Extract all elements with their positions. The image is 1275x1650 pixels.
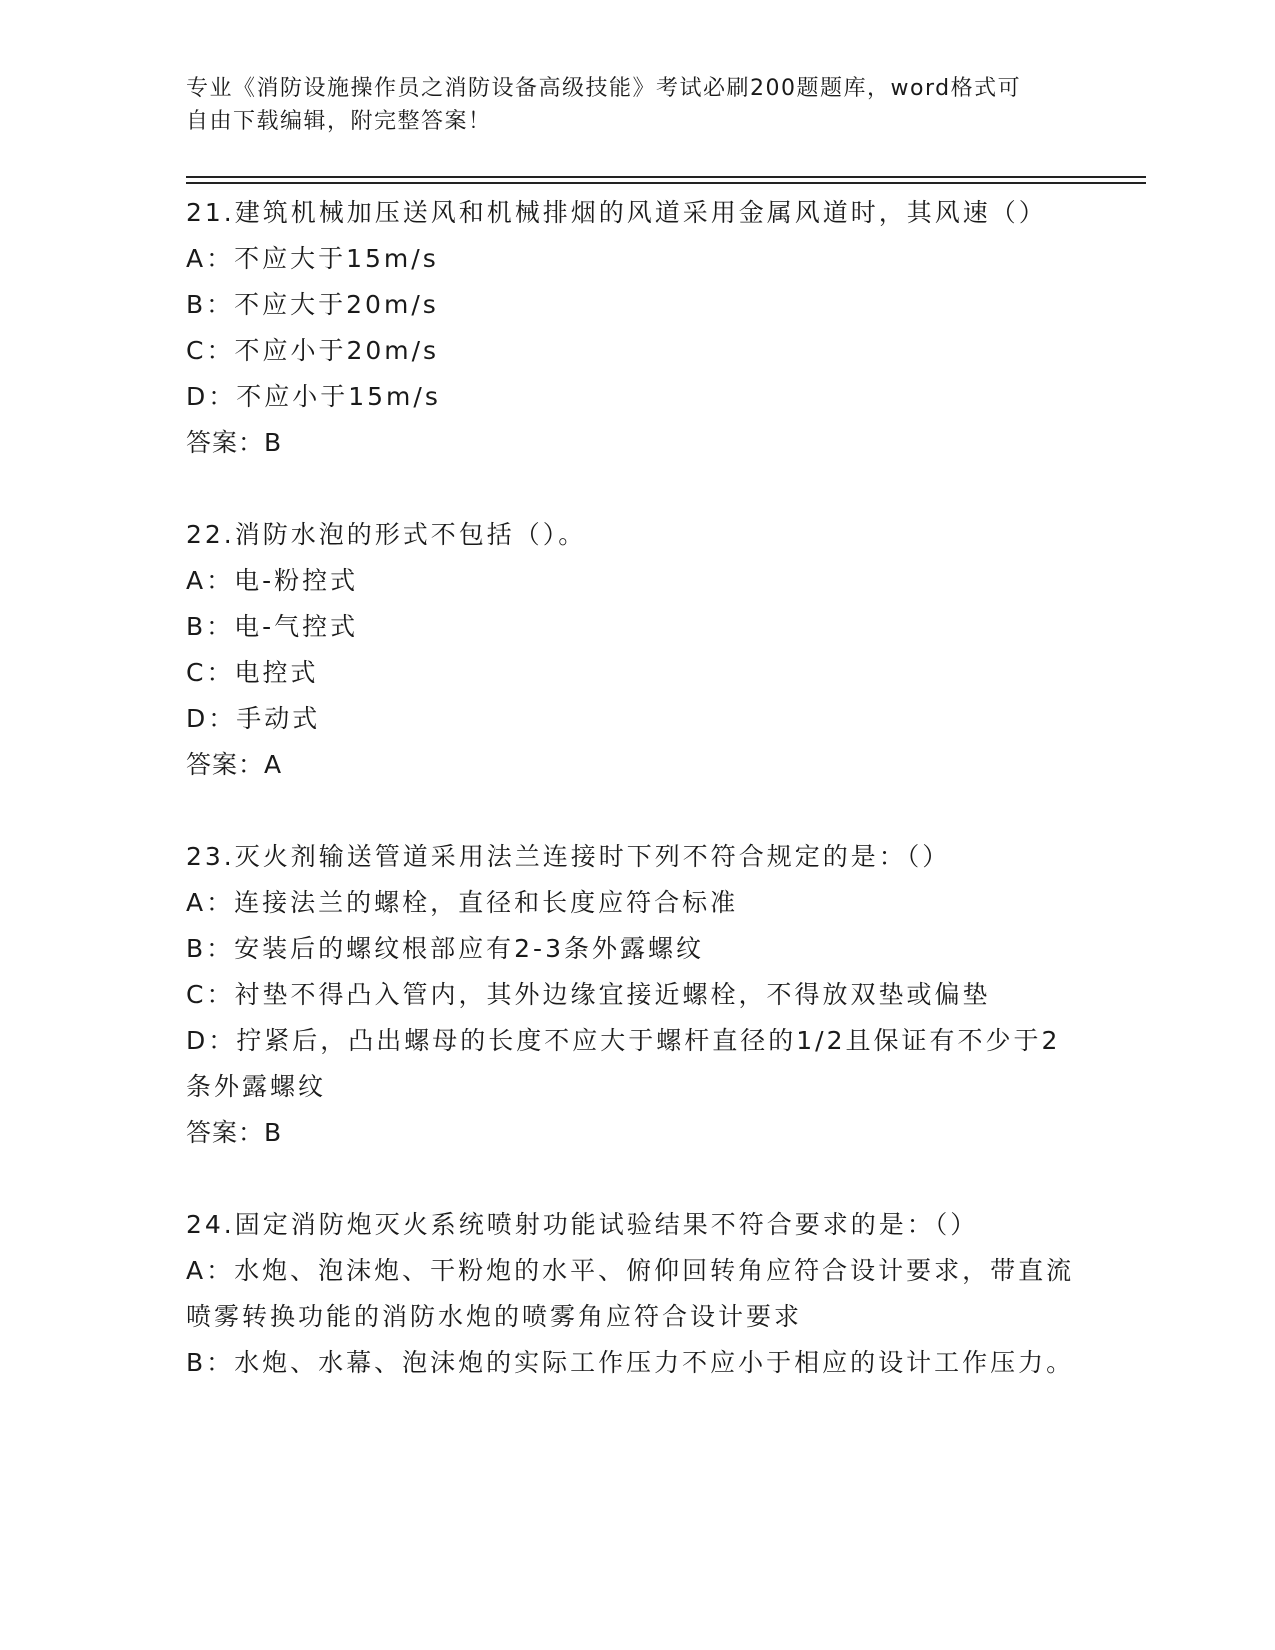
question-24 — [186, 1202, 1086, 1386]
option-b: B：水炮、水幕、泡沫炮的实际工作压力不应小于相应的设计工作压力。 — [186, 1348, 1075, 1377]
option-c: C：不应小于20m/s — [186, 336, 440, 365]
option-c: C：衬垫不得凸入管内，其外边缘宜接近螺栓，不得放双垫或偏垫 — [186, 980, 991, 1009]
answer: 答案：B — [186, 428, 283, 457]
answer: 答案：B — [186, 1118, 283, 1147]
option-d: D：拧紧后，凸出螺母的长度不应大于螺杆直径的1/2且保证有不少于2条外露螺纹 — [186, 1026, 1061, 1101]
question-list — [186, 190, 1086, 1432]
document-header — [186, 72, 1076, 138]
option-b: B：安装后的螺纹根部应有2-3条外露螺纹 — [186, 934, 704, 963]
option-a: A：水炮、泡沫炮、干粉炮的水平、俯仰回转角应符合设计要求，带直流喷雾转换功能的消防水炮的喷雾角应符合设计要求 — [186, 1256, 1075, 1331]
option-d: D：不应小于15m/s — [186, 382, 441, 411]
question-23 — [186, 834, 1086, 1156]
option-a: A：连接法兰的螺栓，直径和长度应符合标准 — [186, 888, 739, 917]
option-a: A：电-粉控式 — [186, 566, 359, 595]
question-22 — [186, 512, 1086, 788]
header-line-1: 专业《消防设施操作员之消防设备高级技能》考试必刷200题题库，word格式可 — [186, 76, 1022, 101]
question-stem: 22.消防水泡的形式不包括（）。 — [186, 520, 587, 549]
option-a: A：不应大于15m/s — [186, 244, 439, 273]
answer: 答案：A — [186, 750, 283, 779]
question-21 — [186, 190, 1086, 466]
option-c: C：电控式 — [186, 658, 319, 687]
option-b: B：电-气控式 — [186, 612, 359, 641]
header-line-2: 自由下载编辑，附完整答案！ — [186, 109, 492, 134]
header-rule-top — [186, 176, 1146, 178]
question-stem: 21.建筑机械加压送风和机械排烟的风道采用金属风道时，其风速（） — [186, 198, 1047, 227]
option-b: B：不应大于20m/s — [186, 290, 439, 319]
option-d: D：手动式 — [186, 704, 321, 733]
question-stem: 24.固定消防炮灭火系统喷射功能试验结果不符合要求的是：（） — [186, 1210, 979, 1239]
question-stem: 23.灭火剂输送管道采用法兰连接时下列不符合规定的是：（） — [186, 842, 951, 871]
header-rule-bottom — [186, 182, 1146, 184]
